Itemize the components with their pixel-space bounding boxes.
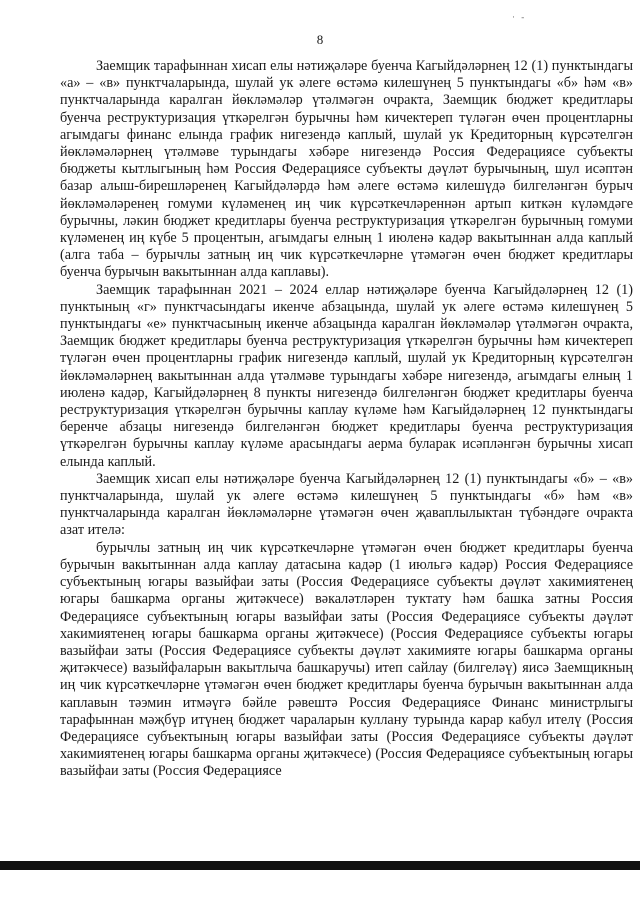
paragraph-1: Заемщик тарафыннан хисап елы нәтиҗәләре буенча Кагыйдәләрнең 12 (1) пунктындагы «а» – «в» пунктчаларында, шулай ук әлеге өстәмә килешүнең 5 пунктындагы «б» һәм «в» пунктчаларында каралган йөкләмәләр үтәлмәгән очракта, Заемщик бюджет кредитлары буенча реструктуризация үткәрелгән бурычны һәм кичектереп түләгән өчен процентларны агымдагы финанс елында график нигезендә каплый, шулай ук Кредиторның күрсәтелгән йөкләмәләрнең үтәлмәве турындагы хәбәре нигезендә Россия Федерациясе субъекты бюджеты кытлыгының һәм Россия Федерациясе субъекты дәүләт бурычының, шул исәптән базар алыш-бирешләренең Кагыйдәләрдә һәм әлеге өстәмә килешүдә билгеләнгән бурыч йөкләмәләренең гомуми күләменең иң чик күрсәткечләреннән артып киткән күләмдәге бурычны, ләкин бюджет кредитлары буенча реструктуризация үткәрелгән бурычның гомуми күләменең иң күбе 5 процентын, агымдагы елның 1 июленә кадәр вакытыннан алда каплый (алга таба – бурычлы затның иң чик күрсәткечләрне үтәмәгән өчен бюджет кредитлары буенча бурычын вакытыннан алда каплавы). [60,58,633,281]
page-number: 8 [316,32,324,47]
paragraph-2: Заемщик тарафыннан 2021 – 2024 еллар нәтиҗәләре буенча Кагыйдәләрнең 12 (1) пунктының «г» пунктчасындагы икенче абзацында, шулай ук әлеге өстәмә килешүнең 5 пунктындагы «е» пунктчасының икенче абзацында каралган йөкләмәләр үтәлмәгән очракта, Заемщик бюджет кредитлары буенча реструктуризация үткәрелгән бурычны һәм кичектереп түләгән өчен процентларны график нигезендә каплый, шулай ук Кредиторның күрсәтелгән йөкләмәләрнең вакытыннан алда үтәлмәве турындагы хәбәре нигезендә, агымдагы елның 1 июленә кадәр, Кагыйдәләрнең 8 пункты нигезендә билгеләнгән бюджет кредитлары буенча реструктуризация үткәрелгән бурычны каплау күләме һәм Кагыйдәләрнең 12 пунктындагы беренче абзацы нигезендә билгеләнгән бюджет кредитлары буенча реструктуризация үткәрелгән бурычны каплау күләме арасындагы аерма буларак исәпләнгән бурычны хисап елында каплый. [60,281,633,470]
document-body [60,58,633,781]
paragraph-4: бурычлы затның иң чик күрсәткечләрне үтәмәгән өчен бюджет кредитлары буенча бурычын вакытыннан алда каплау датасына кадәр (1 июльгә кадәр) Россия Федерациясе субъектының югары вазыйфаи заты (Россия Федерациясе субъекты дәүләт хакимиятенең югары башкарма органы җитәкчесе) вәкаләтләрен туктату һәм башка затны Россия Федерациясе субъектының югары вазыйфаи заты (Россия Федерациясе субъекты дәүләт хакимиятенең югары башкарма органы җитәкчесе) (Россия Федерациясе субъекты югары вазыйфаи заты (Россия Федерациясе субъекты дәүләт хакимияте югары башкарма органы җитәкчесе) вазыйфаларын вакытлыча башкаручы) итеп сайлау (билгеләү) яисә Заемщикның иң чик күрсәткечләрне үтәмәгән өчен бюджет кредитлары буенча бурычын вакытыннан алда каплавын тәэмин итмәүгә бәйле рәвештә Россия Федерациясе Финанс министрлыгы тарафыннан мәҗбүр итүнең бюджет чараларын куллану турында карар кабул ителү (Россия Федерациясе субъектының югары вазыйфаи заты (Россия Федерациясе субъекты дәүләт хакимиятенең югары башкарма органы җитәкчесе) (Россия Федерациясе субъектының югары вазыйфаи заты (Россия Федерациясе [60,539,633,780]
scan-bottom-bar [0,861,640,870]
scan-corner-mark: · - [512,12,527,22]
paragraph-3: Заемщик хисап елы нәтиҗәләре буенча Кагыйдәләрнең 12 (1) пунктындагы «б» – «в» пунктчаларында, шулай ук әлеге өстәмә килешүнең 5 пунктындагы «б» һәм «в» пунктчаларында каралган йөкләмәләрне үтәмәгән өчен җаваплылыктан түбәндәге очракта азат ителә: [60,470,633,539]
